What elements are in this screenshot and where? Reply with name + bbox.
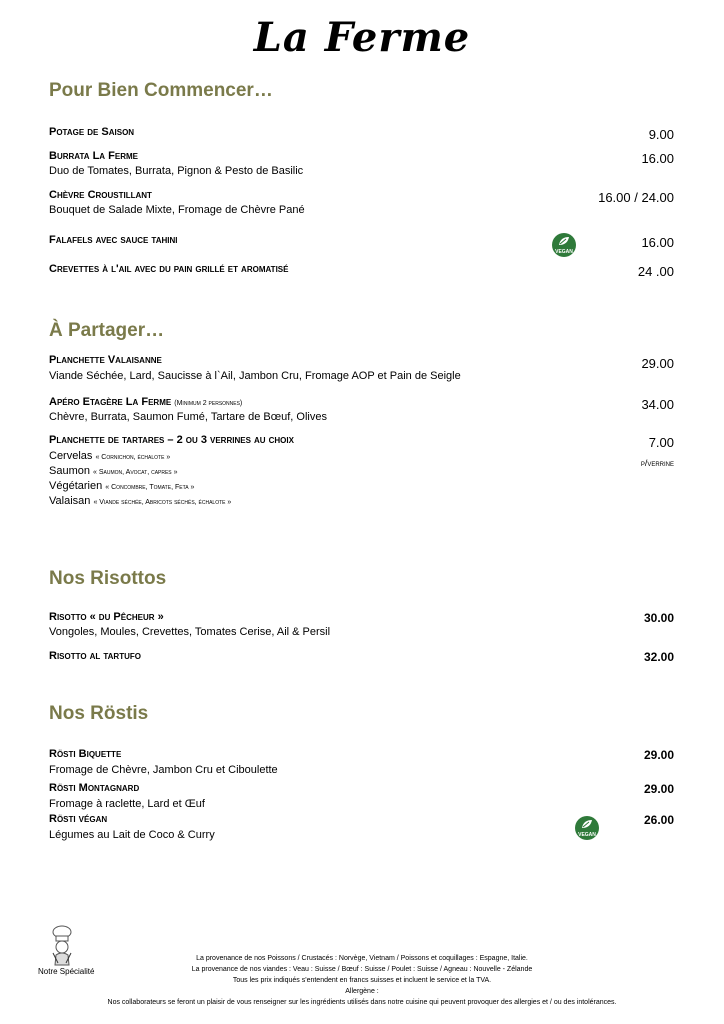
menu-item-price: 29.00	[643, 782, 674, 796]
menu-item-name: Risotto « du Pêcheur »	[49, 611, 164, 623]
menu-item-price: 34.00	[641, 397, 674, 412]
menu-item-description: Fromage de Chèvre, Jambon Cru et Ciboulette	[49, 764, 278, 776]
menu-item-name: Rösti Biquette	[49, 748, 122, 760]
footer-line: La provenance de nos viandes : Veau : Suisse / Bœuf : Suisse / Poulet : Suisse / Agneau : Nouvelle - Zélande	[191, 966, 533, 973]
tartare-option	[49, 495, 231, 507]
leaf-icon	[558, 236, 570, 246]
tartare-option-name: Saumon	[49, 465, 90, 477]
menu-item-price: 16.00 / 24.00	[598, 190, 674, 205]
menu-item-price: 9.00	[648, 127, 674, 142]
menu-item-description: Fromage à raclette, Lard et Œuf	[49, 798, 205, 810]
menu-item-price: 26.00	[643, 813, 674, 827]
menu-item-price: 32.00	[643, 650, 674, 664]
tartare-option-note: « Saumon, Avocat, capres »	[93, 469, 178, 476]
vegan-badge-label: VEGAN	[578, 832, 596, 838]
menu-item-name: Planchette Valaisanne	[49, 354, 162, 366]
menu-item-name: Planchette de tartares – 2 ou 3 verrines au choix	[49, 434, 294, 446]
specialty-label: Notre Spécialité	[38, 967, 95, 976]
footer-line: Allergène :	[345, 988, 379, 995]
menu-item-name-text: Apéro Etagère La Ferme	[49, 396, 172, 408]
section-title-sharing: À Partager…	[49, 320, 165, 341]
tartare-option-name: Cervelas	[49, 450, 93, 462]
restaurant-title: La Ferme	[253, 14, 471, 61]
menu-item-name: Potage de Saison	[49, 126, 135, 138]
tartare-option-name: Végétarien	[49, 480, 103, 492]
menu-item-price: 29.00	[643, 748, 674, 762]
tartare-option-note: « Cornichon, échalote »	[95, 454, 171, 461]
menu-item-description: Légumes au Lait de Coco & Curry	[49, 829, 215, 841]
menu-item-description: Viande Séchée, Lard, Saucisse à l`Ail, Jambon Cru, Fromage AOP et Pain de Seigle	[49, 370, 461, 382]
menu-item-price: 16.00	[641, 151, 674, 166]
menu-item-note: (Minimum 2 personnes)	[174, 400, 243, 407]
menu-item-price: 7.00	[648, 435, 674, 450]
menu-item-description: Bouquet de Salade Mixte, Fromage de Chèvre Pané	[49, 204, 305, 216]
section-title-roestis: Nos Röstis	[49, 703, 149, 724]
leaf-icon	[581, 819, 593, 829]
tartare-option-note: « Concombre, Tomate, Feta »	[105, 484, 195, 491]
tartare-option-note: « Viande séchée, Abricots séchés, échalote »	[93, 499, 232, 506]
menu-item-name: Risotto al tartufo	[49, 650, 141, 662]
vegan-badge-label: VEGAN	[555, 249, 573, 255]
footer-line: La provenance de nos Poissons / Crustacés : Norvège, Vietnam / Poissons et coquillages : Espagne, Italie.	[196, 955, 528, 962]
section-title-starters: Pour Bien Commencer…	[49, 80, 273, 101]
menu-item-name: Falafels avec sauce tahini	[49, 234, 178, 246]
price-unit: p/verrine	[640, 458, 674, 468]
menu-item-name: Burrata La Ferme	[49, 150, 138, 162]
menu-item-name: Crevettes à l'ail avec du pain grillé et aromatisé	[49, 263, 289, 275]
tartare-option	[49, 465, 177, 477]
menu-item-price: 16.00	[641, 235, 674, 250]
menu-item-description: Chèvre, Burrata, Saumon Fumé, Tartare de Bœuf, Olives	[49, 411, 327, 423]
menu-item-description: Vongoles, Moules, Crevettes, Tomates Cerise, Ail & Persil	[49, 626, 331, 638]
footer-line: Tous les prix indiqués s'entendent en francs suisses et incluent le service et la TVA.	[232, 977, 492, 984]
menu-item-description: Duo de Tomates, Burrata, Pignon & Pesto de Basilic	[49, 165, 304, 177]
menu-item-name: Rösti Montagnard	[49, 782, 140, 794]
tartare-option-name: Valaisan	[49, 495, 91, 507]
tartare-option	[49, 450, 170, 462]
menu-item-name: Rösti végan	[49, 813, 108, 825]
menu-item-price: 24 .00	[637, 264, 674, 279]
menu-item-price: 29.00	[641, 356, 674, 371]
menu-item-name	[49, 396, 242, 408]
vegan-badge	[552, 233, 576, 257]
footer-line: Nos collaborateurs se feront un plaisir de vous renseigner sur les ingrédients utilisés dans notre cuisine qui peuvent provoquer des allergies et / ou des intolérances.	[107, 999, 617, 1006]
menu-item-price: 30.00	[643, 611, 674, 625]
tartare-option	[49, 480, 194, 492]
section-title-risottos: Nos Risottos	[49, 568, 167, 589]
vegan-badge	[575, 816, 599, 840]
menu-item-name: Chèvre Croustillant	[49, 189, 152, 201]
